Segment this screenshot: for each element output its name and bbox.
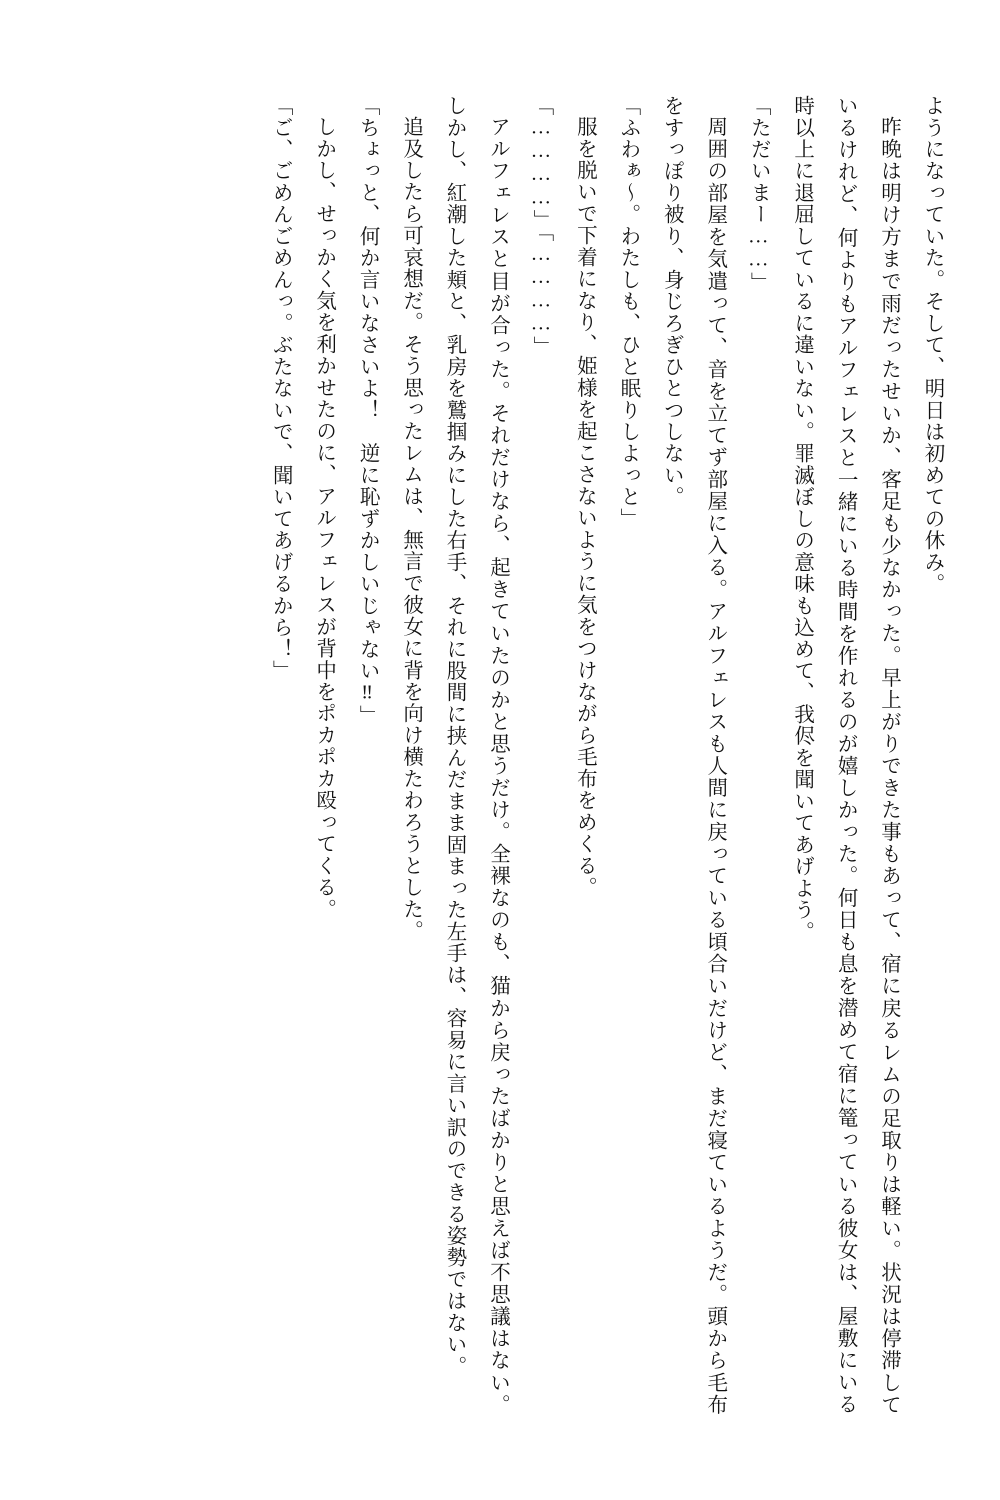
paragraph: 「ただいまー……」 — [747, 95, 770, 294]
paragraph: 服を脱いで下着になり、姫様を起こさないように気をつけながら毛布をめくる。 — [573, 115, 596, 898]
paragraph: 「ちょっと、何か言いなさいよ！ 逆に恥ずかしいじゃない‼」 — [356, 95, 379, 727]
paragraph: 追及したら可哀想だ。そう思ったレムは、無言で彼女に背を向け横たわろうとした。 — [399, 115, 422, 942]
paragraph: 昨晩は明け方まで雨だったせいか、客足も少なかった。早上がりできた事もあって、宿に戻るレムの足取りは軽い。状況は停滞しているけれど、何よりもアルフェレスと一緒にいる時間を作れるのが嬉しかった。何日も息を潜めて宿に篭っている彼女は、屋敷にいる時以上に退屈しているに違いない。罪滅ぼしの意味も込めて、我侭を聞いてあげよう。 — [790, 95, 900, 1415]
paragraph: アルフェレスと目が合った。それだけなら、起きていたのかと思うだけ。全裸なのも、猫から戻ったばかりと思えば不思議はない。しかし、紅潮した頬と、乳房を鷲掴みにした右手、それに股間に挟んだまま固まった左手は、容易に言い訳のできる姿勢ではない。 — [443, 95, 509, 1415]
paragraph: ようになっていた。そして、明日は初めての休み。 — [921, 95, 943, 595]
paragraph: 「ふわぁ〜。わたしも、ひと眠りしよっと」 — [616, 95, 639, 530]
paragraph: 「…………」「…………」 — [529, 95, 552, 358]
vertical-text-body — [58, 95, 953, 1415]
paragraph: 周囲の部屋を気遣って、音を立てず部屋に入る。アルフェレスも人間に戻っている頃合いだけど、まだ寝ているようだ。頭から毛布をすっぽり被り、身じろぎひとつしない。 — [660, 95, 726, 1415]
paragraph: 「ご、ごめんごめんっ。ぶたないで、聞いてあげるから！」 — [269, 95, 292, 682]
paragraph: しかし、せっかく気を利かせたのに、アルフェレスが背中をポカポカ殴ってくる。 — [312, 115, 335, 920]
